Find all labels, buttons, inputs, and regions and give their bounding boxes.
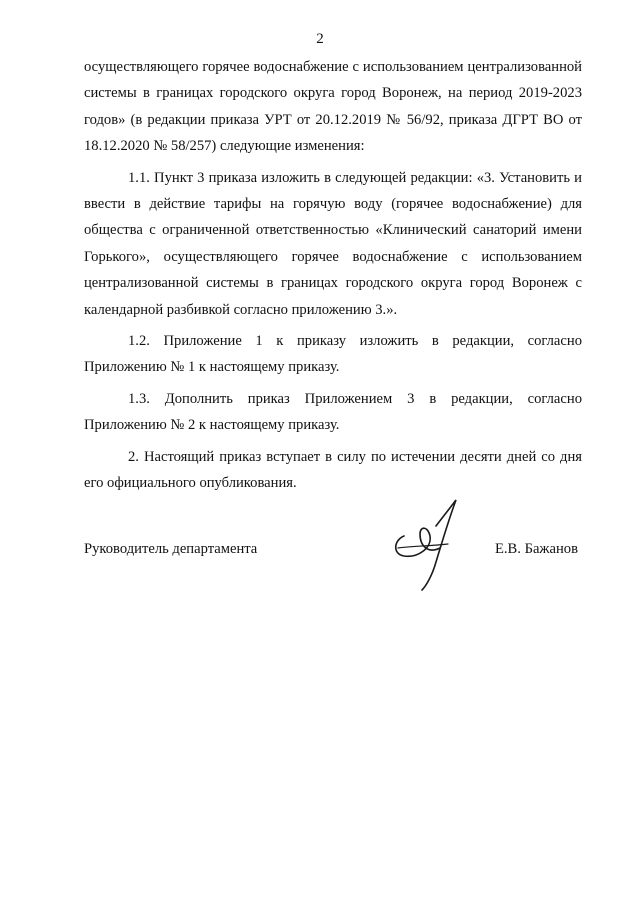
signatory-name: Е.В. Бажанов [494, 541, 578, 557]
paragraph-item-2: 2. Настоящий приказ вступает в силу по истечении десяти дней со дня его официального опубликования. [84, 448, 582, 492]
paragraph-item-1-2: 1.2. Приложение 1 к приказу изложить в редакции, согласно Приложению № 1 к настоящему приказу. [84, 333, 582, 376]
paragraph-item-1-1: 1.1. Пункт 3 приказа изложить в следующей редакции: «3. Установить и ввести в действие тарифы на горячую воду (горячее водоснабжение) для общества с ограниченной ответственностью «Клинический санаторий имени Горького», осуществляющего горячее водоснабжение с использованием централизованной системы в границах городского округа город Воронеж с календарной разбивкой согласно приложению 3.». [84, 169, 582, 318]
signature-block [84, 536, 582, 562]
page-number: 2 [316, 31, 324, 47]
paragraph-item-1-3: 1.3. Дополнить приказ Приложением 3 в редакции, согласно Приложению № 2 к настоящему приказу. [84, 390, 582, 434]
document-body [84, 54, 582, 497]
paragraph-continuation: осуществляющего горячее водоснабжение с использованием централизованной системы в границах городского округа город Воронеж, на период 2019-2023 годов» (в редакции приказа УРТ от 20.12.2019 № 56/92, приказа ДГРТ ВО от 18.12.2020 № 58/257) следующие изменения: [84, 59, 582, 155]
signatory-title: Руководитель департамента [84, 541, 258, 557]
handwritten-signature [390, 496, 464, 592]
